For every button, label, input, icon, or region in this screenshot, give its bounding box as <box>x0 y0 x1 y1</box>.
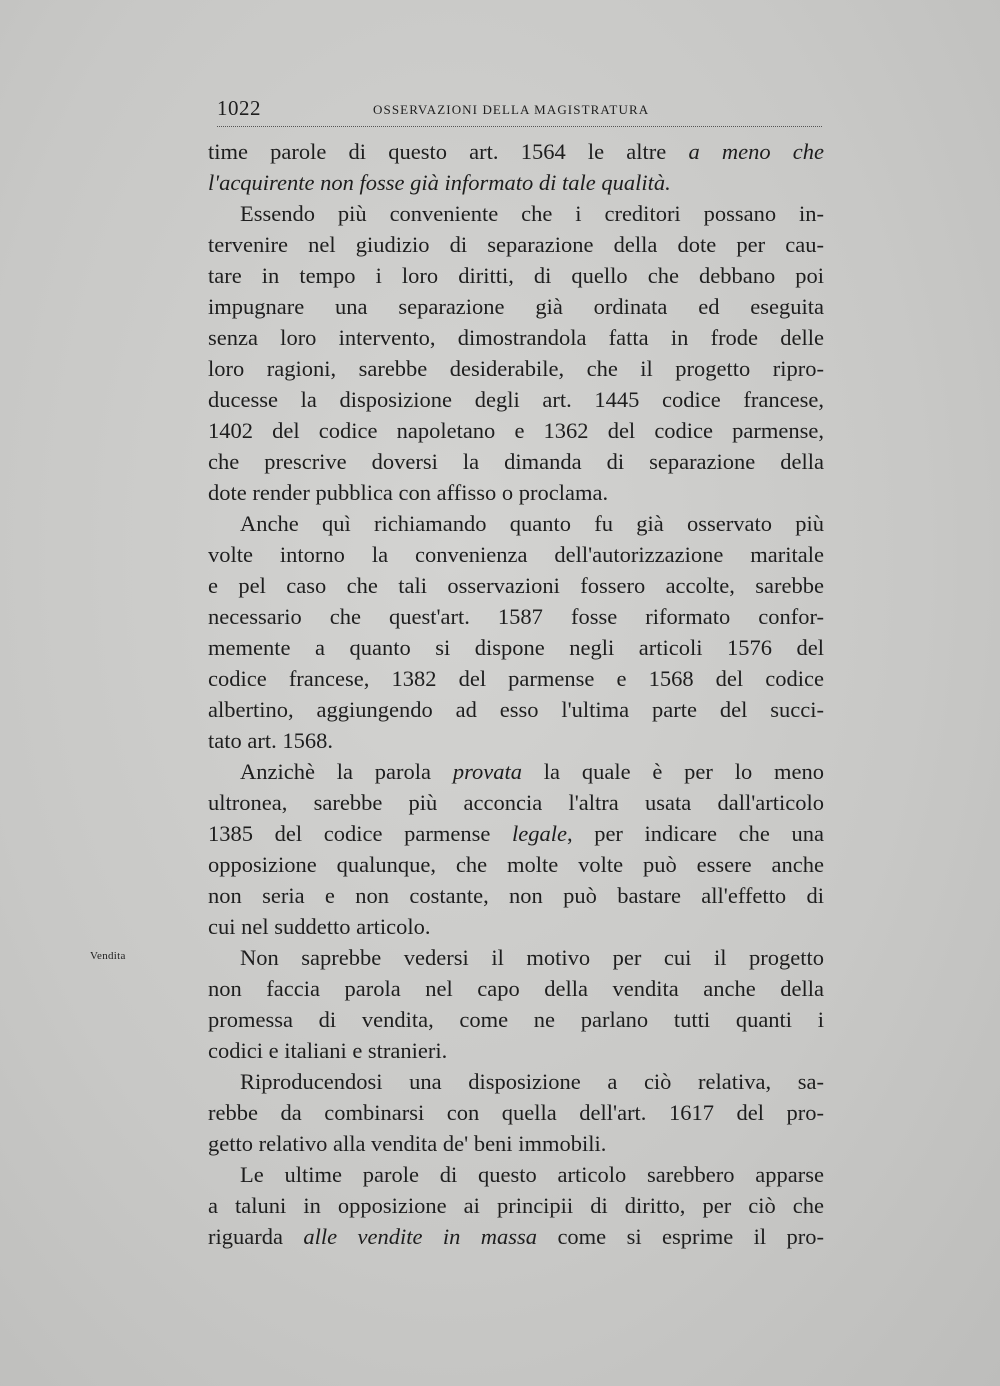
text-run: impugnare una separazione già ordinata ed eseguita <box>208 294 824 319</box>
text-run: Non saprebbe vedersi il motivo per cui il progetto <box>240 945 824 970</box>
text-line <box>208 1097 824 1128</box>
body-text <box>208 136 824 1252</box>
text-line <box>208 1159 824 1190</box>
text-run: codici e italiani e stranieri. <box>208 1038 448 1063</box>
header-rule <box>217 126 822 127</box>
text-line <box>208 756 824 787</box>
text-line <box>208 260 824 291</box>
text-line <box>208 291 824 322</box>
text-run: la quale è per lo meno <box>522 759 824 784</box>
text-line <box>208 973 824 1004</box>
text-line <box>208 601 824 632</box>
text-run: e pel caso che tali osservazioni fossero accolte, sarebbe <box>208 573 824 598</box>
italic-text: legale <box>511 821 567 846</box>
text-line <box>208 787 824 818</box>
text-run: ultronea, sarebbe più acconcia l'altra usata dall'articolo <box>208 790 824 815</box>
text-run: tato art. 1568. <box>208 728 333 753</box>
text-run: promessa di vendita, come ne parlano tutti quanti i <box>208 1007 824 1032</box>
text-line <box>208 694 824 725</box>
text-run: che prescrive doversi la dimanda di separazione della <box>208 449 824 474</box>
text-run: tervenire nel giudizio di separazione della dote per cau- <box>208 232 824 257</box>
text-run: memente a quanto si dispone negli articoli 1576 del <box>208 635 824 660</box>
page-header <box>217 96 822 130</box>
text-run: albertino, aggiungendo ad esso l'ultima parte del succi- <box>208 697 824 722</box>
text-line <box>208 1066 824 1097</box>
text-line <box>208 322 824 353</box>
text-run: getto relativo alla vendita de' beni immobili. <box>208 1131 607 1156</box>
text-line <box>208 942 824 973</box>
text-run: 1402 del codice napoletano e 1362 del codice parmense, <box>208 418 824 443</box>
italic-text: provata <box>452 759 522 784</box>
text-line <box>208 570 824 601</box>
italic-text: alle vendite in massa <box>303 1224 538 1249</box>
text-run: senza loro intervento, dimostrandola fatta in frode delle <box>208 325 824 350</box>
text-line <box>208 1035 824 1066</box>
text-line <box>208 1221 824 1252</box>
text-line <box>208 663 824 694</box>
text-run: rebbe da combinarsi con quella dell'art. 1617 del pro- <box>208 1100 824 1125</box>
text-line <box>208 818 824 849</box>
text-run: time parole di questo art. 1564 le altre <box>208 139 689 164</box>
text-run: Le ultime parole di questo articolo sarebbero apparse <box>240 1162 824 1187</box>
text-line <box>208 415 824 446</box>
text-run: cui nel suddetto articolo. <box>208 914 431 939</box>
text-line <box>208 880 824 911</box>
text-run: riguarda <box>208 1224 304 1249</box>
italic-text: a meno che <box>688 139 824 164</box>
text-run: 1385 del codice parmense <box>208 821 512 846</box>
text-run: volte intorno la convenienza dell'autorizzazione maritale <box>208 542 824 567</box>
text-run: tare in tempo i loro diritti, di quello che debbano poi <box>208 263 824 288</box>
text-run: loro ragioni, sarebbe desiderabile, che il progetto ripro- <box>208 356 824 381</box>
text-run: non faccia parola nel capo della vendita anche della <box>208 976 824 1001</box>
text-line <box>208 384 824 415</box>
text-run: codice francese, 1382 del parmense e 1568 del codice <box>208 666 824 691</box>
text-line <box>208 167 824 198</box>
text-line <box>208 1190 824 1221</box>
text-run: a taluni in opposizione ai principii di diritto, per ciò che <box>208 1193 824 1218</box>
text-run: , per indicare che una <box>566 821 824 846</box>
text-line <box>208 911 824 942</box>
text-run: Anzichè la parola <box>240 759 453 784</box>
text-line <box>208 632 824 663</box>
margin-note: Vendita <box>90 950 126 962</box>
italic-text: l'acquirente non fosse già informato di tale qualità. <box>208 170 671 195</box>
text-run: necessario che quest'art. 1587 fosse riformato confor- <box>208 604 824 629</box>
text-line <box>208 136 824 167</box>
text-run: Anche quì richiamando quanto fu già osservato più <box>240 511 824 536</box>
text-line <box>208 477 824 508</box>
text-line <box>208 198 824 229</box>
text-run: come si esprime il pro- <box>537 1224 824 1249</box>
text-run: Riproducendosi una disposizione a ciò relativa, sa- <box>240 1069 824 1094</box>
text-line <box>208 539 824 570</box>
text-line <box>208 1128 824 1159</box>
text-run: dote render pubblica con affisso o proclama. <box>208 480 609 505</box>
text-line <box>208 849 824 880</box>
text-line <box>208 229 824 260</box>
text-line <box>208 725 824 756</box>
text-line <box>208 353 824 384</box>
text-line <box>208 508 824 539</box>
text-run: Essendo più conveniente che i creditori possano in- <box>240 201 824 226</box>
text-line <box>208 1004 824 1035</box>
running-title: OSSERVAZIONI DELLA MAGISTRATURA <box>373 102 650 117</box>
text-run: non seria e non costante, non può bastare all'effetto di <box>208 883 824 908</box>
text-line <box>208 446 824 477</box>
text-run: opposizione qualunque, che molte volte può essere anche <box>208 852 824 877</box>
text-run: ducesse la disposizione degli art. 1445 codice francese, <box>208 387 824 412</box>
page-number: 1022 <box>217 96 261 120</box>
